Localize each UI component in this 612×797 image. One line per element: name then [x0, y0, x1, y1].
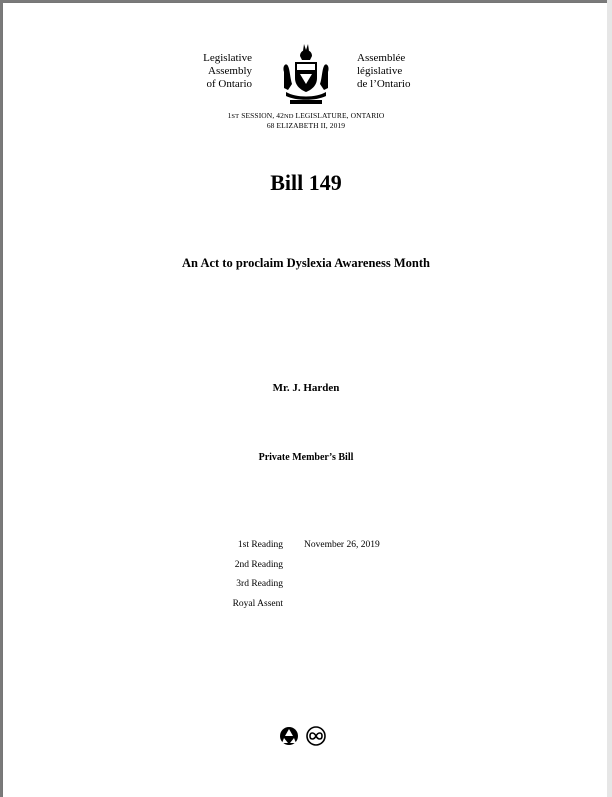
reading-label: 1st Reading	[237, 540, 283, 550]
reading-label: 2nd Reading	[234, 559, 283, 570]
reading-row	[180, 538, 440, 558]
sponsoring-member: Mr. J. Harden	[272, 382, 340, 394]
coat-of-arms-icon	[278, 42, 334, 106]
regnal-year-line: 68 ELIZABETH II, 2019	[266, 121, 346, 130]
reading-label: 3rd Reading	[236, 579, 283, 589]
readings-table	[180, 538, 440, 616]
footer-icons	[279, 725, 339, 747]
recycle-icon	[280, 727, 298, 745]
infinity-paper-icon	[307, 727, 325, 745]
document-header	[0, 40, 612, 106]
organization-name-french: Assemblée législative de l’Ontario	[357, 52, 411, 90]
act-title: An Act to proclaim Dyslexia Awareness Month	[182, 256, 430, 270]
reading-row	[180, 597, 440, 617]
session-line: 1ST SESSION, 42ND LEGISLATURE, ONTARIO	[227, 111, 385, 120]
reading-row	[180, 558, 440, 578]
reading-row	[180, 577, 440, 597]
session-info	[0, 111, 612, 130]
reading-date: November 26, 2019	[304, 540, 380, 550]
organization-name-english: Legislative Assembly of Ontario	[203, 52, 252, 90]
bill-type: Private Member’s Bill	[258, 452, 354, 463]
reading-label: Royal Assent	[232, 598, 283, 609]
bill-title: Bill 149	[270, 170, 342, 195]
